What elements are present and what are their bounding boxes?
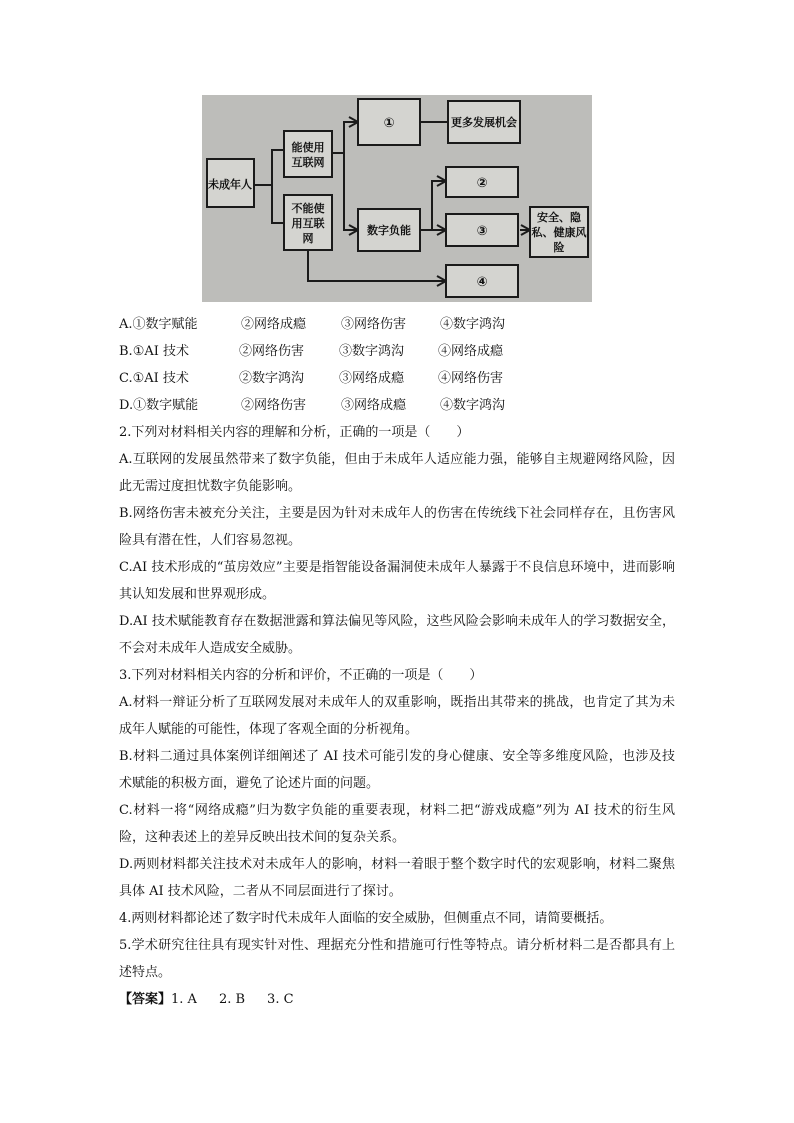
arrow-to-blank4 — [308, 250, 446, 286]
q2-option-a: A.互联网的发展虽然带来了数字负能，但由于未成年人适应能力强，能够自主规避网络风险，因此无需过度担忧数字负能影响。 — [119, 452, 675, 494]
q1-option-a-item1: ①数字赋能 — [132, 317, 198, 332]
q1-option-c-item4: ④网络伤害 — [438, 371, 504, 386]
q1-option-c-item1: ①AI 技术 — [132, 371, 189, 386]
node-minor-label: 未成年人 — [208, 178, 252, 191]
q2-option-c: C.AI 技术形成的“茧房效应”主要是指智能设备漏洞使未成年人暴露于不良信息环境中，进而影响其认知发展和世界观形成。 — [119, 560, 675, 602]
q4-stem: 4.两则材料都论述了数字时代未成年人面临的安全威胁，但侧重点不同，请简要概括。 — [119, 911, 613, 926]
node-safety-line3: 险 — [553, 241, 565, 254]
q1-option-b-item1: ①AI 技术 — [132, 344, 189, 359]
q1-option-c — [119, 365, 675, 392]
q1-option-c-item3: ③网络成瘾 — [339, 371, 405, 386]
arrow-to-blank1 — [332, 117, 358, 153]
q1-option-b-label: B. — [119, 344, 133, 359]
arrow-to-burden — [344, 153, 358, 235]
q1-option-d-label: D. — [119, 398, 134, 413]
q3-option-a: A.材料一辩证分析了互联网发展对未成年人的双重影响，既指出其带来的挑战，也肯定了其为未成年人赋能的可能性，体现了客观全面的分析视角。 — [119, 695, 675, 737]
q2-option-d: D.AI 技术赋能教育存在数据泄露和算法偏见等风险，这些风险会影响未成年人的学习数据安全，不会对未成年人造成安全威胁。 — [119, 614, 675, 656]
node-can-use — [284, 131, 332, 177]
node-cannot-use-line3: 网 — [302, 232, 314, 245]
node-cannot-use-line1: 不能使 — [291, 202, 325, 215]
q1-option-c-item2: ②数字鸿沟 — [239, 371, 305, 386]
q3-option-b: B.材料二通过具体案例详细阐述了 AI 技术可能引发的身心健康、安全等多维度风险，也涉及技术赋能的积极方面，避免了论述片面的问题。 — [119, 749, 675, 791]
node-can-use-line1: 能使用 — [291, 141, 325, 154]
q3-stem: 3.下列对材料相关内容的分析和评价，不正确的一项是（ ） — [119, 668, 483, 683]
q1-option-a-item4: ④数字鸿沟 — [440, 317, 506, 332]
node-can-use-line2: 互联网 — [291, 156, 325, 169]
q1-option-d-item1: ①数字赋能 — [133, 398, 199, 413]
q3-option-c: C.材料一将“网络成瘾”归为数字负能的重要表现，材料二把“游戏成瘾”列为 AI 技术的衍生风险，这种表述上的差异反映出技术间的复杂关系。 — [119, 803, 675, 845]
q1-option-d-item2: ②网络伤害 — [241, 398, 307, 413]
arrow-to-blank2 — [420, 176, 446, 230]
node-blank3-label: ③ — [476, 224, 488, 239]
node-safety-line2: 私、健康风 — [531, 226, 587, 239]
node-blank2-label: ② — [476, 176, 488, 191]
q1-option-b — [119, 338, 675, 365]
q3-option-d: D.两则材料都关注技术对未成年人的影响，材料一着眼于整个数字时代的宏观影响，材料二聚焦具体 AI 技术风险，二者从不同层面进行了探讨。 — [119, 857, 675, 899]
answer-label: 【答案】 — [119, 992, 172, 1007]
node-safety-line1: 安全、隐 — [537, 211, 581, 224]
flowchart-figure — [202, 95, 592, 302]
q1-option-a-label: A. — [119, 317, 133, 332]
q2-stem: 2.下列对材料相关内容的理解和分析，正确的一项是（ ） — [119, 425, 470, 440]
q1-option-b-item3: ③数字鸿沟 — [339, 344, 405, 359]
q1-option-a — [119, 311, 675, 338]
answer-line — [119, 986, 675, 1013]
q1-option-b-item4: ④网络成瘾 — [438, 344, 504, 359]
arrow-to-safety — [520, 225, 530, 235]
node-digital-burden-label: 数字负能 — [367, 224, 411, 237]
q1-option-a-item3: ③网络伤害 — [341, 317, 407, 332]
q1-option-b-item2: ②网络伤害 — [239, 344, 305, 359]
answer-item-3: 3. C — [267, 992, 294, 1007]
question-content — [119, 311, 675, 1013]
q1-option-d-item4: ④数字鸿沟 — [440, 398, 506, 413]
node-cannot-use-line2: 用互联 — [291, 217, 325, 230]
node-blank1-label: ① — [383, 116, 395, 131]
q2-option-b: B.网络伤害未被充分关注，主要是因为针对未成年人的伤害在传统线下社会同样存在，且伤害风险具有潜在性，人们容易忽视。 — [119, 506, 675, 548]
connector-minor-cannot — [272, 185, 284, 223]
answer-item-1: 1. A — [171, 992, 197, 1007]
q1-option-d — [119, 392, 675, 419]
node-blank4-label: ④ — [476, 275, 488, 290]
answer-item-2: 2. B — [218, 992, 246, 1007]
flowchart-svg — [202, 95, 592, 302]
connector-minor-can — [254, 150, 284, 185]
q1-option-a-item2: ②网络成瘾 — [241, 317, 307, 332]
node-more-opportunity-label: 更多发展机会 — [451, 116, 517, 129]
q5-stem: 5.学术研究往往具有现实针对性、理据充分性和措施可行性等特点。请分析材料二是否都具有上述特点。 — [119, 938, 675, 980]
q1-option-c-label: C. — [119, 371, 133, 386]
q1-option-d-item3: ③网络成瘾 — [341, 398, 407, 413]
